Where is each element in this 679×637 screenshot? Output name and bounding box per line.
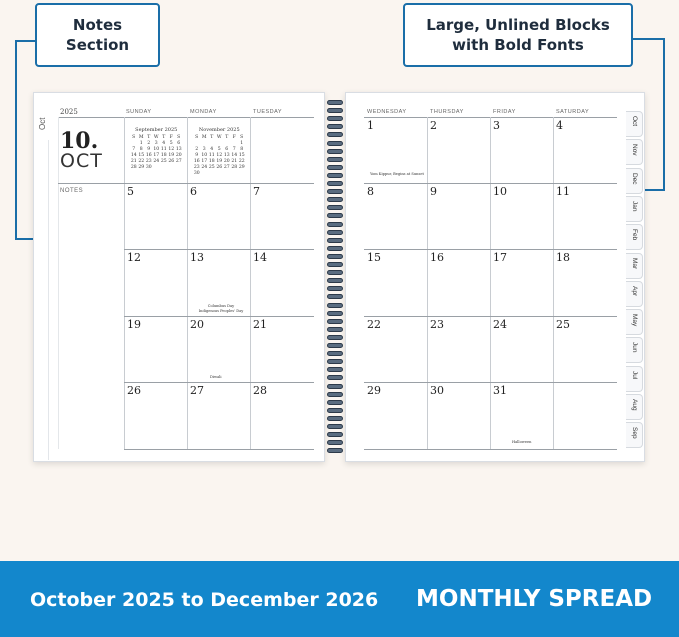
month-tab-oct[interactable] — [626, 111, 643, 137]
dayhead-tuesday: TUESDAY — [253, 109, 283, 115]
mini-date: 10 — [153, 147, 160, 152]
mini-date: 8 — [240, 147, 244, 152]
mini-date: 21 — [231, 159, 238, 164]
mini-date: 3 — [202, 147, 206, 152]
spiral-ring — [327, 327, 343, 332]
mini-date: 15 — [138, 153, 145, 158]
mini-weekday: T — [162, 135, 166, 140]
mini-weekday: F — [232, 135, 236, 140]
mini-date: 3 — [154, 141, 158, 146]
spiral-ring — [327, 157, 343, 162]
planner-year: 2025 — [60, 108, 78, 116]
notes-connector-top — [15, 40, 36, 42]
month-tab-label: May — [631, 314, 638, 327]
week-row-rule — [124, 183, 314, 184]
notes-divider — [58, 117, 59, 449]
date-cell-number[interactable]: 31 — [493, 384, 507, 397]
blocks-callout-line2: with Bold Fonts — [452, 36, 584, 54]
grid-column-line — [250, 117, 251, 449]
mini-weekday: S — [195, 135, 199, 140]
spiral-ring — [327, 343, 343, 348]
spiral-ring — [327, 303, 343, 308]
week-row-rule — [124, 382, 314, 383]
mini-date — [201, 171, 209, 177]
mini-date: 4 — [162, 141, 166, 146]
mini-date: 21 — [130, 159, 137, 164]
mini-date: 24 — [153, 159, 160, 164]
mini-weekday: F — [169, 135, 173, 140]
spiral-ring — [327, 197, 343, 202]
date-cell-number[interactable]: 9 — [430, 185, 437, 198]
notes-section-callout — [35, 3, 160, 67]
mini-calendar-september — [130, 127, 183, 171]
spiral-ring — [327, 359, 343, 364]
mini-date — [223, 171, 231, 177]
notes-callout-line1: Notes — [72, 16, 123, 34]
mini-date — [238, 171, 246, 177]
mini-date: 23 — [145, 159, 152, 164]
date-cell-number[interactable]: 6 — [190, 185, 197, 198]
left-month-tab[interactable]: Oct — [38, 117, 47, 130]
mini-weekday: M — [138, 135, 144, 140]
date-cell-number[interactable]: 23 — [430, 318, 444, 331]
mini-date: 14 — [130, 153, 137, 158]
mini-date — [175, 165, 183, 171]
blocks-connector-vertical — [663, 38, 665, 191]
week-row-rule — [364, 183, 617, 184]
planner-right-page — [345, 92, 645, 462]
mini-weekday: W — [153, 135, 159, 140]
date-cell-number[interactable]: 5 — [127, 185, 134, 198]
mini-date: 26 — [216, 165, 223, 170]
mini-date: 7 — [132, 147, 136, 152]
mini-date: 1 — [240, 141, 244, 146]
week-row-rule — [124, 249, 314, 250]
mini-date: 25 — [208, 165, 215, 170]
mini-date: 11 — [208, 153, 215, 158]
date-cell-number[interactable]: 7 — [253, 185, 260, 198]
month-tab-sep[interactable] — [626, 422, 643, 448]
spiral-ring — [327, 375, 343, 380]
mini-date: 13 — [175, 147, 182, 152]
spiral-ring — [327, 108, 343, 113]
mini-date: 4 — [210, 147, 214, 152]
grid-column-line — [553, 117, 554, 449]
grid-column-line — [427, 117, 428, 449]
mini-date: 23 — [193, 165, 200, 170]
mini-weekday: T — [225, 135, 229, 140]
spiral-ring — [327, 124, 343, 129]
date-cell-number[interactable]: 25 — [556, 318, 570, 331]
spiral-ring — [327, 286, 343, 291]
month-tab-nov[interactable] — [626, 139, 643, 165]
spiral-ring — [327, 270, 343, 275]
spiral-ring — [327, 416, 343, 421]
week-row-rule — [124, 449, 314, 450]
mini-date: 30 — [145, 165, 152, 170]
mini-date: 12 — [216, 153, 223, 158]
spiral-ring — [327, 367, 343, 372]
mini-date: 10 — [201, 153, 208, 158]
mini-date: 19 — [216, 159, 223, 164]
dayhead-friday: FRIDAY — [493, 109, 516, 115]
mini-date: 12 — [168, 147, 175, 152]
mini-date: 15 — [238, 153, 245, 158]
mini-date: 6 — [225, 147, 229, 152]
month-tab-label: Jul — [631, 370, 638, 379]
month-tab-label: Mar — [631, 257, 638, 269]
date-cell-number[interactable]: 22 — [367, 318, 381, 331]
dayhead-sunday: SUNDAY — [126, 109, 152, 115]
date-cell-number[interactable]: 28 — [253, 384, 267, 397]
notes-label: NOTES — [60, 188, 84, 194]
spiral-ring — [327, 189, 343, 194]
left-header-rule — [58, 117, 314, 118]
date-cell-number[interactable]: 12 — [127, 251, 141, 264]
mini-date: 24 — [201, 165, 208, 170]
mini-weekday: S — [240, 135, 244, 140]
spiral-ring — [327, 400, 343, 405]
mini-date: 2 — [195, 147, 199, 152]
month-tab-jan[interactable] — [626, 196, 643, 222]
mini-date: 22 — [138, 159, 145, 164]
spiral-ring — [327, 311, 343, 316]
spiral-ring — [327, 335, 343, 340]
date-cell-number[interactable]: 3 — [493, 119, 500, 132]
mini-date: 20 — [175, 153, 182, 158]
mini-date: 18 — [160, 153, 167, 158]
date-cell-number[interactable]: 20 — [190, 318, 204, 331]
notes-top-rule — [58, 183, 124, 184]
mini-date: 19 — [168, 153, 175, 158]
spiral-ring — [327, 384, 343, 389]
mini-weekday: M — [201, 135, 207, 140]
holiday-indigenous-peoples-day: Indigenous Peoples' Day — [198, 309, 244, 313]
date-cell-number[interactable]: 13 — [190, 251, 204, 264]
mini-date: 7 — [232, 147, 236, 152]
mini-calendar-title: November 2025 — [198, 127, 240, 133]
unlined-blocks-callout — [403, 3, 633, 67]
spiral-ring — [327, 262, 343, 267]
mini-date — [216, 171, 224, 177]
notes-callout-line2: Section — [65, 36, 130, 54]
spiral-ring — [327, 181, 343, 186]
spiral-ring — [327, 238, 343, 243]
mini-date: 29 — [138, 165, 145, 170]
mini-date: 13 — [223, 153, 230, 158]
dayhead-wednesday: WEDNESDAY — [367, 109, 407, 115]
mini-date: 28 — [231, 165, 238, 170]
dayhead-thursday: THURSDAY — [430, 109, 464, 115]
month-tab-label: Apr — [631, 285, 638, 296]
mini-date: 18 — [208, 159, 215, 164]
dayhead-saturday: SATURDAY — [556, 109, 590, 115]
mini-weekday: T — [147, 135, 151, 140]
mini-date: 6 — [177, 141, 181, 146]
date-cell-number[interactable]: 27 — [190, 384, 204, 397]
spiral-ring — [327, 116, 343, 121]
month-tab-label: Oct — [631, 116, 638, 127]
spiral-binding — [325, 100, 345, 460]
month-number: 10. — [60, 128, 99, 154]
mini-date — [168, 165, 176, 171]
mini-date: 9 — [195, 153, 199, 158]
date-cell-number[interactable]: 10 — [493, 185, 507, 198]
mini-date: 16 — [193, 159, 200, 164]
month-tabs — [626, 95, 645, 460]
spiral-ring — [327, 165, 343, 170]
month-tab-label: Aug — [631, 399, 638, 411]
spiral-ring — [327, 173, 343, 178]
month-tab-feb[interactable] — [626, 224, 643, 250]
spiral-ring — [327, 205, 343, 210]
spiral-ring — [327, 149, 343, 154]
date-cell-number[interactable]: 15 — [367, 251, 381, 264]
mini-date: 17 — [201, 159, 208, 164]
grid-column-line — [490, 117, 491, 449]
mini-date — [160, 165, 168, 171]
blocks-callout-line1: Large, Unlined Blocks — [426, 16, 610, 34]
date-cell-number[interactable]: 30 — [430, 384, 444, 397]
date-cell-number[interactable]: 1 — [367, 119, 374, 132]
spiral-ring — [327, 424, 343, 429]
mini-date: 5 — [217, 147, 221, 152]
mini-calendar-title: September 2025 — [135, 127, 178, 133]
date-cell-number[interactable]: 11 — [556, 185, 570, 198]
mini-weekday: S — [132, 135, 136, 140]
spiral-ring — [327, 294, 343, 299]
month-tab-jul[interactable] — [626, 366, 643, 392]
mini-date: 25 — [160, 159, 167, 164]
mini-date: 14 — [231, 153, 238, 158]
mini-date: 29 — [238, 165, 245, 170]
mini-calendar-november — [193, 127, 246, 177]
week-row-rule — [124, 316, 314, 317]
mini-weekday: S — [177, 135, 181, 140]
month-tab-aug[interactable] — [626, 394, 643, 420]
grid-column-line — [124, 117, 125, 449]
month-tab-apr[interactable] — [626, 281, 643, 307]
mini-date — [153, 165, 161, 171]
date-cell-number[interactable]: 29 — [367, 384, 381, 397]
mini-date — [231, 171, 239, 177]
month-tab-may[interactable] — [626, 309, 643, 335]
spiral-ring — [327, 141, 343, 146]
month-name: OCT — [60, 150, 103, 172]
mini-date: 16 — [145, 153, 152, 158]
holiday-yom-kippur: Yom Kippur, Begins at Sunset — [370, 172, 424, 176]
banner-title: MONTHLY SPREAD — [416, 586, 653, 612]
mini-date: 5 — [169, 141, 173, 146]
spiral-ring — [327, 408, 343, 413]
month-tab-mar[interactable] — [626, 253, 643, 279]
mini-weekday: W — [216, 135, 222, 140]
spiral-ring — [327, 351, 343, 356]
blocks-connector-top — [632, 38, 665, 40]
mini-date: 11 — [160, 147, 167, 152]
spiral-ring — [327, 100, 343, 105]
banner-date-range: October 2025 to December 2026 — [30, 589, 379, 611]
mini-date: 27 — [223, 165, 230, 170]
holiday-columbus-day: Columbus Day — [207, 304, 235, 308]
date-cell-number[interactable]: 17 — [493, 251, 507, 264]
spiral-ring — [327, 230, 343, 235]
left-tab-strip — [35, 140, 49, 460]
date-cell-number[interactable]: 24 — [493, 318, 507, 331]
spiral-ring — [327, 222, 343, 227]
date-cell-number[interactable]: 16 — [430, 251, 444, 264]
date-cell-number[interactable]: 21 — [253, 318, 267, 331]
spiral-ring — [327, 392, 343, 397]
mini-date: 17 — [153, 153, 160, 158]
mini-date: 1 — [139, 141, 143, 146]
week-row-rule — [364, 449, 617, 450]
week-row-rule — [364, 249, 617, 250]
month-tab-dec[interactable] — [626, 168, 643, 194]
mini-date — [208, 171, 216, 177]
dayhead-monday: MONDAY — [190, 109, 217, 115]
month-tab-label: Jun — [631, 342, 638, 353]
date-cell-number[interactable]: 8 — [367, 185, 374, 198]
holiday-halloween: Halloween — [512, 440, 532, 444]
spiral-ring — [327, 254, 343, 259]
mini-date: 26 — [168, 159, 175, 164]
date-cell-number[interactable]: 14 — [253, 251, 267, 264]
month-tab-label: Nov — [631, 144, 638, 156]
mini-date: 22 — [238, 159, 245, 164]
month-tab-label: Sep — [631, 427, 638, 439]
mini-date: 8 — [139, 147, 143, 152]
grid-column-line — [187, 117, 188, 449]
month-tab-label: Dec — [631, 172, 638, 185]
mini-weekday: T — [210, 135, 214, 140]
mini-date: 9 — [147, 147, 151, 152]
mini-date: 20 — [223, 159, 230, 164]
week-row-rule — [364, 382, 617, 383]
notes-connector-vertical — [15, 40, 17, 240]
date-cell-number[interactable]: 26 — [127, 384, 141, 397]
mini-date: 2 — [147, 141, 151, 146]
date-cell-number[interactable]: 4 — [556, 119, 563, 132]
spiral-ring — [327, 440, 343, 445]
mini-date: 28 — [130, 165, 137, 170]
date-cell-number[interactable]: 2 — [430, 119, 437, 132]
mini-date: 30 — [193, 171, 200, 176]
spiral-ring — [327, 132, 343, 137]
spiral-ring — [327, 432, 343, 437]
date-cell-number[interactable]: 19 — [127, 318, 141, 331]
month-tab-label: Jan — [631, 200, 638, 212]
holiday-diwali: Diwali — [210, 375, 222, 379]
spiral-ring — [327, 319, 343, 324]
spiral-ring — [327, 246, 343, 251]
month-tab-jun[interactable] — [626, 337, 643, 363]
month-tab-label: Feb — [631, 229, 638, 241]
spiral-ring — [327, 448, 343, 453]
week-row-rule — [364, 316, 617, 317]
spiral-ring — [327, 278, 343, 283]
date-cell-number[interactable]: 18 — [556, 251, 570, 264]
mini-date: 27 — [175, 159, 182, 164]
spiral-ring — [327, 213, 343, 218]
